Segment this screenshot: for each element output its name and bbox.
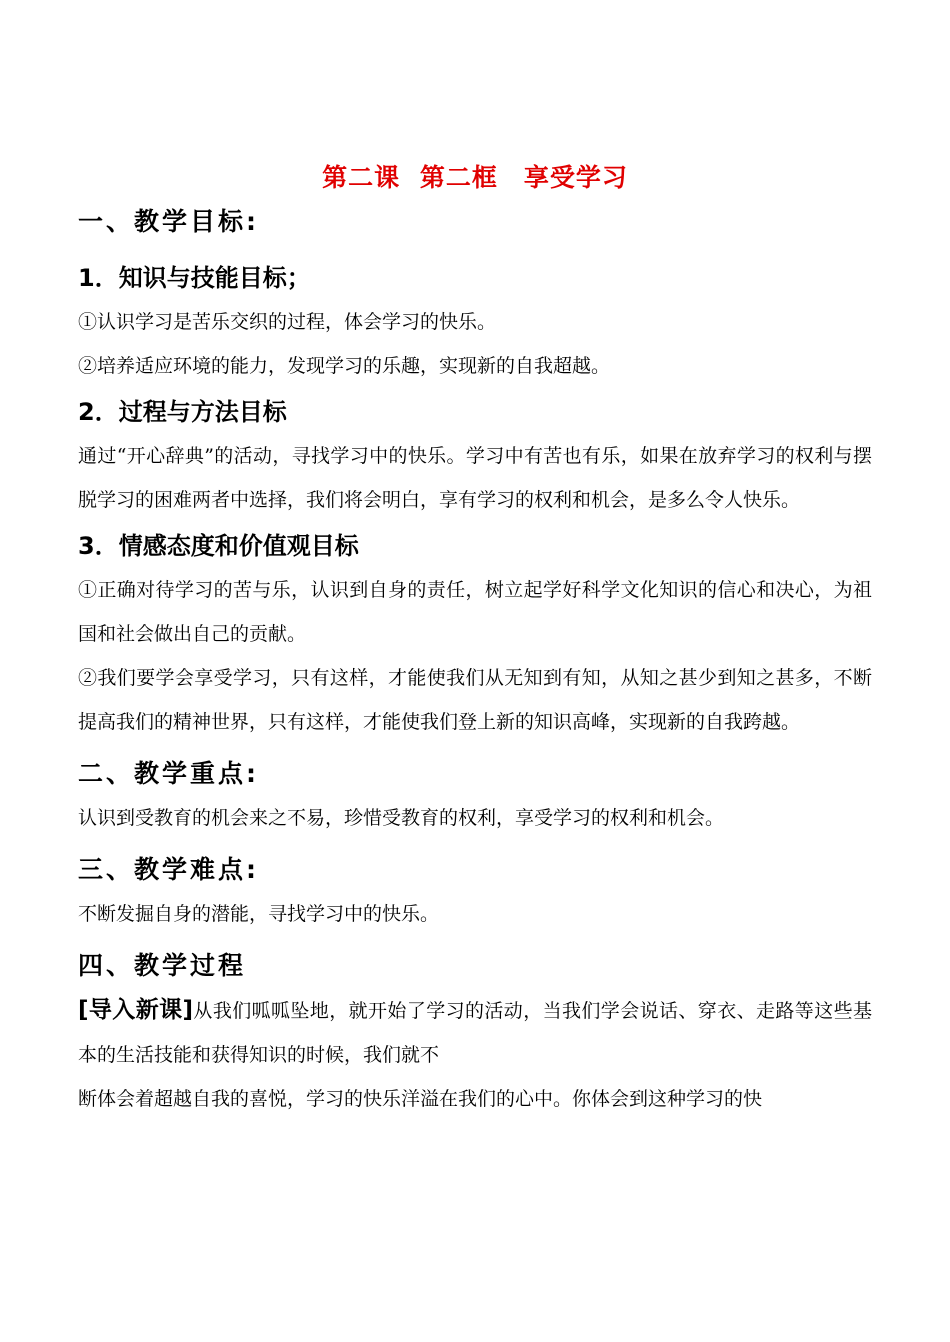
key-points-text: 认识到受教育的机会来之不易，珍惜受教育的权利，享受学习的权利和机会。 [78, 807, 725, 829]
objectives-heading: 一、教学目标: [78, 207, 259, 236]
intro-text-line1: 从我们呱呱坠地，就开始了学习的活动，当我们学会说话、穿衣、走路等这些基本的生活技能和获得知识的时候，我们就不 [78, 1000, 872, 1066]
document-title: 第二课 第二框 享受学习 [322, 163, 628, 192]
process-heading: 2．过程与方法目标 [78, 398, 287, 426]
intro-text-line2: 断体会着超越自我的喜悦，学习的快乐洋溢在我们的心中。你体会到这种学习的快 [78, 1088, 763, 1110]
emotion-heading: 3．情感态度和价值观目标 [78, 532, 359, 560]
process-text: 通过“开心辞典”的活动，寻找学习中的快乐。学习中有苦也有乐，如果在放弃学习的权利与摆脱学习的困难两者中选择，我们将会明白，享有学习的权利和机会，是多么令人快乐。 [78, 445, 872, 511]
knowledge-item-2: ②培养适应环境的能力，发现学习的乐趣，实现新的自我超越。 [78, 355, 611, 377]
intro-paragraph [78, 988, 872, 1077]
emotion-item-1: ①正确对待学习的苦与乐，认识到自身的责任，树立起学好科学文化知识的信心和决心，为祖国和社会做出自己的贡献。 [78, 579, 872, 645]
knowledge-heading: 1．知识与技能目标； [78, 264, 311, 292]
knowledge-item-1: ①认识学习是苦乐交织的过程，体会学习的快乐。 [78, 311, 497, 333]
difficult-points-text: 不断发掘自身的潜能，寻找学习中的快乐。 [78, 903, 440, 925]
intro-label: [导入新课] [78, 997, 194, 1023]
key-points-heading: 二、教学重点: [78, 759, 259, 788]
difficult-points-heading: 三、教学难点: [78, 855, 259, 884]
emotion-item-2: ②我们要学会享受学习，只有这样，才能使我们从无知到有知，从知之甚少到知之甚多，不断提高我们的精神世界，只有这样，才能使我们登上新的知识高峰，实现新的自我跨越。 [78, 667, 872, 733]
teaching-process-heading: 四、教学过程 [78, 951, 247, 980]
